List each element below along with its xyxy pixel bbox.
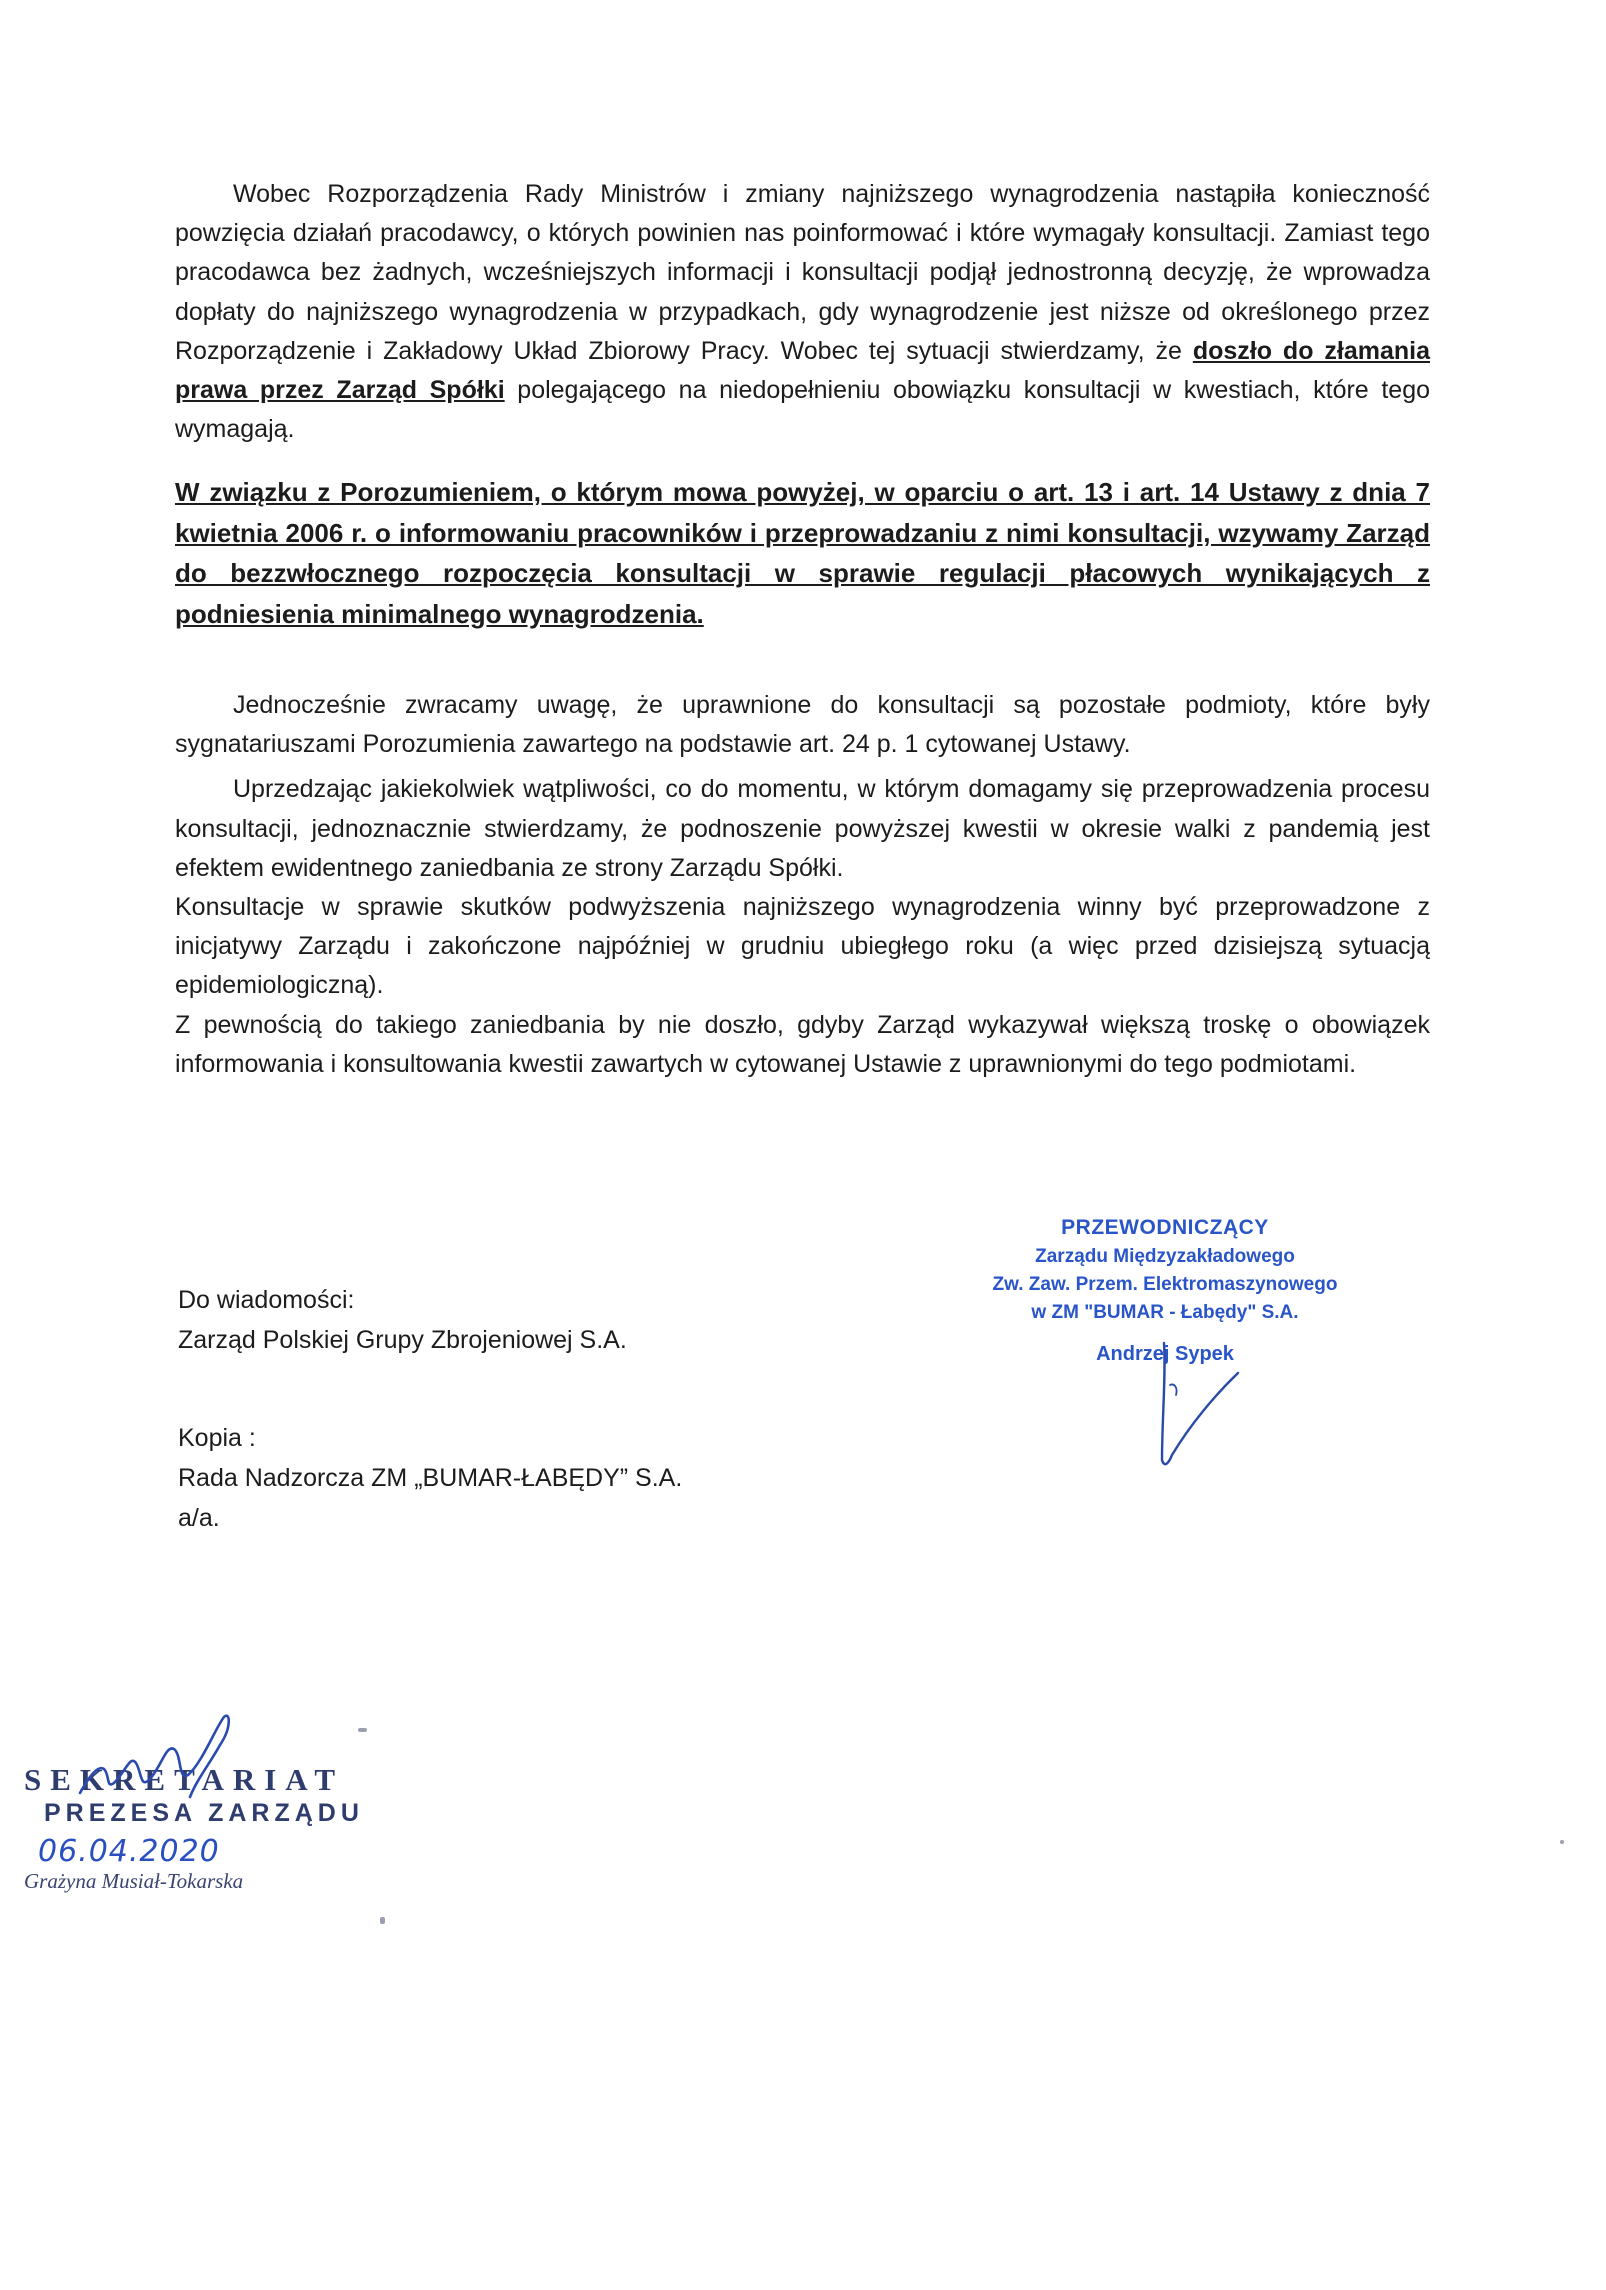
secretariat-date: 06.04.2020: [38, 1834, 220, 1869]
paragraph-1-text-b: polegającego na niedopełnieniu obowiązku konsultacji w kwestiach, które tego wymagają.: [175, 376, 1431, 444]
stamp-line-1: Zarządu Międzyzakładowego: [1035, 1246, 1295, 1267]
paragraph-2-demand: [175, 472, 1430, 634]
paragraph-1: [175, 175, 1430, 449]
paragraph-1-emphasis: doszło do złamania prawa przez Zarząd Spółki: [175, 336, 1430, 405]
secretariat-name: Grażyna Musiał-Tokarska: [24, 1869, 244, 1893]
copy-block: [178, 1418, 682, 1538]
cc-block: [178, 1280, 627, 1360]
paragraph-6: Z pewnością do takiego zaniedbania by nie doszło, gdyby Zarząd wykazywał większą troskę o obowiązek informowania i konsultowania kwestii zawartych w cytowanej Ustawie z uprawnionymi do tego podmiotami.: [175, 1010, 1430, 1078]
paragraph-group-3: [175, 686, 1430, 1084]
stamp-name: Andrzej Sypek: [1096, 1343, 1234, 1365]
paragraph-1-text-a: Wobec Rozporządzenia Rady Ministrów i zmiany najniższego wynagrodzenia nastąpiła konieczność powzięcia działań pracodawcy, o których powinien nas poinformować i które wymagały konsultacji. Zamiast tego pracodawca bez żadnych, wcześniejszych informacji i konsultacji podjął jednostronną decyzję, że wprowadza dopłaty do najniższego wynagrodzenia w przypadkach, gdy wynagrodzenie jest niższe od określonego przez Rozporządzenie i Zakładowy Układ Zbiorowy Pracy. Wobec tej sytuacji stwierdzamy, że: [175, 180, 1430, 365]
stamp-title: PRZEWODNICZĄCY: [1061, 1216, 1269, 1239]
secretariat-stamp: [24, 1762, 384, 1894]
chairman-stamp: [955, 1213, 1375, 1369]
copy-note: a/a.: [178, 1504, 220, 1532]
scan-speck: [358, 1728, 367, 1732]
paragraph-4: Uprzedzając jakiekolwiek wątpliwości, co do momentu, w którym domagamy się przeprowadzenia procesu konsultacji, jednoznacznie stwierdzamy, że podnoszenie powyższej kwestii w okresie walki z pandemią jest efektem ewidentnego zaniedbania ze strony Zarządu Spółki.: [175, 775, 1430, 882]
scan-speck: [1560, 1840, 1564, 1844]
paragraph-3: Jednocześnie zwracamy uwagę, że uprawnione do konsultacji są pozostałe podmioty, które były sygnatariuszami Porozumienia zawartego na podstawie art. 24 p. 1 cytowanej Ustawy.: [175, 691, 1430, 759]
cc-label: Do wiadomości:: [178, 1286, 355, 1314]
copy-label: Kopia :: [178, 1424, 256, 1452]
secretariat-title: SEKRETARIAT: [24, 1762, 345, 1797]
scan-speck: [380, 1917, 385, 1924]
paragraph-2-text: W związku z Porozumieniem, o którym mowa powyżej, w oparciu o art. 13 i art. 14 Ustawy z dnia 7 kwietnia 2006 r. o informowaniu pracowników i przeprowadzaniu z nimi konsultacji, wzywamy Zarząd do bezzwłocznego rozpoczęcia konsultacji w sprawie regulacji płacowych wynikających z podniesienia minimalnego wynagrodzenia.: [175, 477, 1430, 629]
cc-recipient: Zarząd Polskiej Grupy Zbrojeniowej S.A.: [178, 1326, 627, 1354]
stamp-line-2: Zw. Zaw. Przem. Elektromaszynowego: [992, 1274, 1338, 1295]
copy-recipient: Rada Nadzorcza ZM „BUMAR-ŁABĘDY” S.A.: [178, 1464, 683, 1492]
stamp-line-3: w ZM "BUMAR - Łabędy" S.A.: [1031, 1302, 1299, 1323]
paragraph-5: Konsultacje w sprawie skutków podwyższenia najniższego wynagrodzenia winny być przeprowadzone z inicjatywy Zarządu i zakończone najpóźniej w grudniu ubiegłego roku (a więc przed dzisiejszą sytuacją epidemiologiczną).: [175, 893, 1430, 1000]
secretariat-subtitle: PREZESA ZARZĄDU: [44, 1799, 364, 1827]
